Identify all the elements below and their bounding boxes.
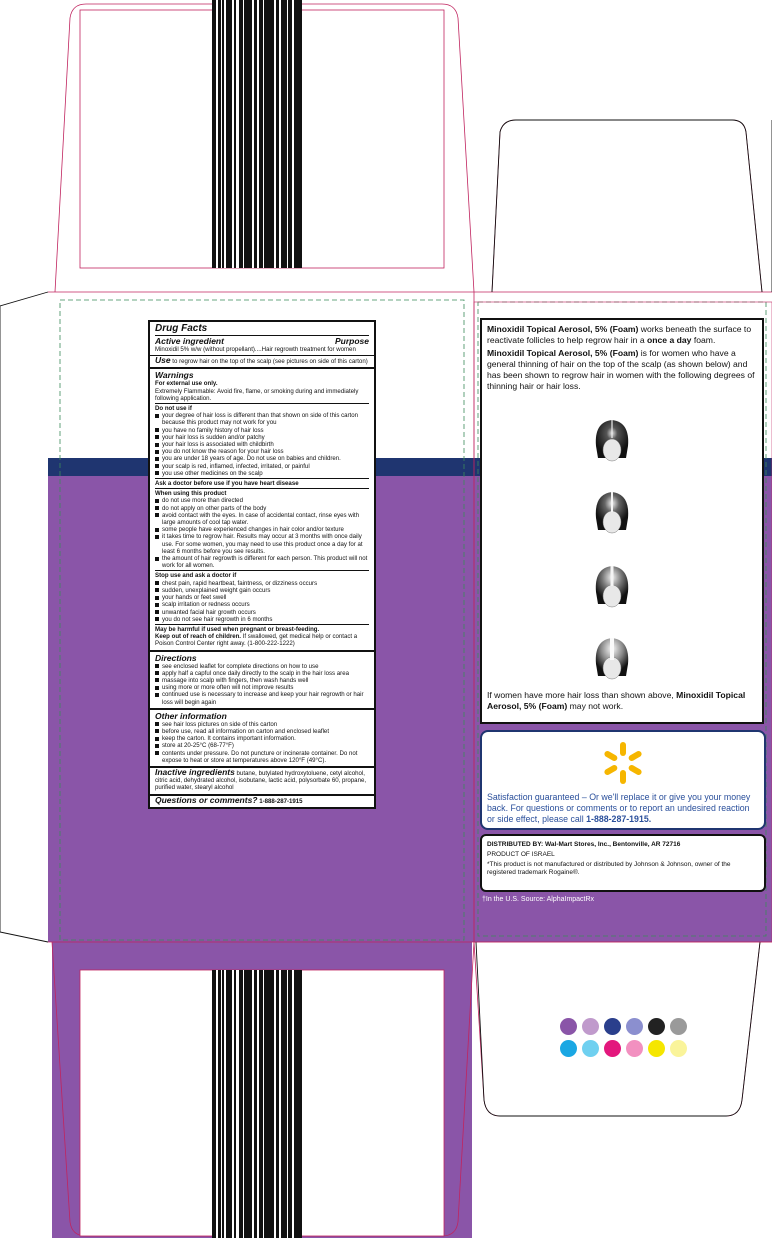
list-item: it takes time to regrow hair. Results may occur at 3 months with once daily use. For some women, you may need to use this product once a day for at least 6 months before you see results. — [155, 533, 369, 555]
info-panel — [480, 318, 764, 724]
list-item: sudden, unexplained weight gain occurs — [155, 587, 369, 594]
ask-doctor: Ask a doctor before use if you have heart disease — [155, 478, 369, 487]
stop-use-heading: Stop use and ask a doctor if — [155, 572, 237, 580]
product-name: Minoxidil Topical Aerosol, 5% (Foam) — [487, 690, 746, 711]
list-item: you have no family history of hair loss — [155, 427, 369, 434]
list-item: keep the carton. It contains important information. — [155, 735, 369, 742]
swatch — [560, 1040, 577, 1057]
active-ingredient-text: Minoxidil 5% w/w (without propellant)....Hair regrowth treatment for women — [155, 346, 356, 353]
source-note: †In the U.S. Source: AlphaImpactRx — [482, 896, 595, 903]
other-info-list — [155, 721, 369, 764]
swatch — [582, 1018, 599, 1035]
info-text-bold: once a day — [647, 335, 692, 345]
external-use: For external use only. — [155, 380, 218, 388]
barcode-top — [212, 0, 302, 268]
drug-facts-title: Drug Facts — [155, 323, 208, 334]
stop-use-list — [155, 580, 369, 623]
when-using-list — [155, 497, 369, 569]
list-item: you do not see hair regrowth in 6 months — [155, 616, 369, 623]
swatch — [648, 1018, 665, 1035]
walmart-spark-icon — [600, 740, 646, 786]
scalp-diagram-icon — [590, 416, 634, 464]
list-item: contents under pressure. Do not puncture or incinerate container. Do not expose to heat or store at temperatures above 120°F (49°C). — [155, 750, 369, 764]
info-text: may not work. — [569, 701, 624, 711]
list-item: your degree of hair loss is different than that shown on side of this carton because this product may not work for you — [155, 412, 369, 426]
swatch — [604, 1018, 621, 1035]
product-origin: PRODUCT OF ISRAEL — [487, 851, 555, 858]
inactive-text: butane, butylated hydroxytoluene, cetyl alcohol, citric acid, dehydrated alcohol, isobutane, lactic acid, polysorbate 60, propane, purified water, stearyl alcohol — [155, 769, 367, 792]
distributed-by: DISTRIBUTED BY: Wal-Mart Stores, Inc., Bentonville, AR 72716 — [487, 841, 681, 848]
keep-out-text: If swallowed, get medical help or contact a Poison Control Center right away. (1-800-222-1222) — [155, 633, 358, 648]
use-text: to regrow hair on the top of the scalp (see pictures on side of this carton) — [172, 358, 368, 366]
list-item: do not use more than directed — [155, 497, 369, 504]
directions-list — [155, 663, 369, 706]
swatch — [670, 1018, 687, 1035]
scalp-diagram-icon — [590, 634, 634, 682]
satisfaction-box — [480, 730, 766, 830]
product-name: Minoxidil Topical Aerosol, 5% (Foam) — [487, 348, 639, 358]
swatch — [582, 1040, 599, 1057]
list-item: your hair loss is associated with childbirth — [155, 441, 369, 448]
questions-phone: 1-888-287-1915 — [259, 797, 303, 805]
scalp-diagram-icon — [590, 488, 634, 536]
list-item: you use other medicines on the scalp — [155, 470, 369, 477]
list-item: continued use is necessary to increase and keep your hair regrowth or hair loss will begin again — [155, 691, 369, 705]
do-not-use-list — [155, 412, 369, 477]
satisfaction-phone: 1-888-287-1915. — [586, 814, 652, 824]
swatch — [604, 1040, 621, 1057]
directions-heading: Directions — [155, 652, 197, 663]
when-using-heading: When using this product — [155, 490, 227, 498]
info-text: works beneath the surface to reactivate follicles to help regrow hair in a — [487, 324, 752, 345]
list-item: some people have experienced changes in hair color and/or texture — [155, 526, 369, 533]
list-item: chest pain, rapid heartbeat, faintness, or dizziness occurs — [155, 580, 369, 587]
questions-heading: Questions or comments? — [155, 794, 258, 805]
list-item: you are under 18 years of age. Do not use on babies and children. — [155, 455, 369, 462]
swatch — [670, 1040, 687, 1057]
swatch — [626, 1018, 643, 1035]
distributor-box — [480, 834, 766, 892]
drug-facts-panel — [148, 320, 376, 809]
list-item: do not apply on other parts of the body — [155, 505, 369, 512]
list-item: unwanted facial hair growth occurs — [155, 609, 369, 616]
list-item: your scalp is red, inflamed, infected, irritated, or painful — [155, 463, 369, 470]
product-name: Minoxidil Topical Aerosol, 5% (Foam) — [487, 324, 639, 334]
do-not-use-heading: Do not use if — [155, 405, 192, 413]
swatch — [626, 1040, 643, 1057]
trademark-note: *This product is not manufactured or distributed by Johnson & Johnson, owner of the registered trademark Rogaine®. — [487, 861, 731, 876]
purpose-heading: Purpose — [334, 336, 369, 346]
list-item: apply half a capful once daily directly to the scalp in the hair loss area — [155, 670, 369, 677]
list-item: your hands or feet swell — [155, 594, 369, 601]
list-item: using more or more often will not improve results — [155, 684, 369, 691]
barcode-bottom — [212, 970, 302, 1238]
info-text: If women have more hair loss than shown above, — [487, 690, 674, 700]
list-item: see enclosed leaflet for complete directions on how to use — [155, 663, 369, 670]
warnings-heading: Warnings — [155, 370, 194, 381]
other-info-heading: Other information — [155, 710, 227, 721]
list-item: the amount of hair regrowth is different for each person. This product will not work for all women. — [155, 555, 369, 569]
list-item: your hair loss is sudden and/or patchy — [155, 434, 369, 441]
list-item: see hair loss pictures on side of this carton — [155, 721, 369, 728]
inactive-heading: Inactive ingredients — [155, 766, 235, 777]
list-item: you do not know the reason for your hair loss — [155, 448, 369, 455]
keep-out-heading: Keep out of reach of children. — [155, 633, 241, 641]
list-item: avoid contact with the eyes. In case of accidental contact, rinse eyes with large amounts of cool tap water. — [155, 512, 369, 526]
use-heading: Use — [155, 355, 171, 366]
satisfaction-text: Satisfaction guaranteed – Or we'll replace it or give you your money back. For questions or comments or to report an undesired reaction or side effect, please call — [487, 792, 751, 824]
swatch — [560, 1018, 577, 1035]
list-item: scalp irritation or redness occurs — [155, 601, 369, 608]
active-ingredient-heading: Active ingredient — [155, 336, 224, 346]
pregnancy-warning: May be harmful if used when pregnant or breast-feeding. — [155, 625, 320, 633]
list-item: store at 20-25°C (68-77°F) — [155, 742, 369, 749]
list-item: before use, read all information on carton and enclosed leaflet — [155, 728, 369, 735]
flammable-warning: Extremely Flammable: Avoid fire, flame, or smoking during and immediately following application. — [155, 387, 359, 402]
list-item: massage into scalp with fingers, then wash hands well — [155, 677, 369, 684]
info-text: foam. — [693, 335, 716, 345]
info-text: is for women who have a general thinning of hair on the top of the scalp (as shown below) and has been shown to regrow hair in women with the following degrees of thinning hair or hair loss. — [487, 348, 755, 391]
swatch — [648, 1040, 665, 1057]
scalp-diagram-icon — [590, 562, 634, 610]
